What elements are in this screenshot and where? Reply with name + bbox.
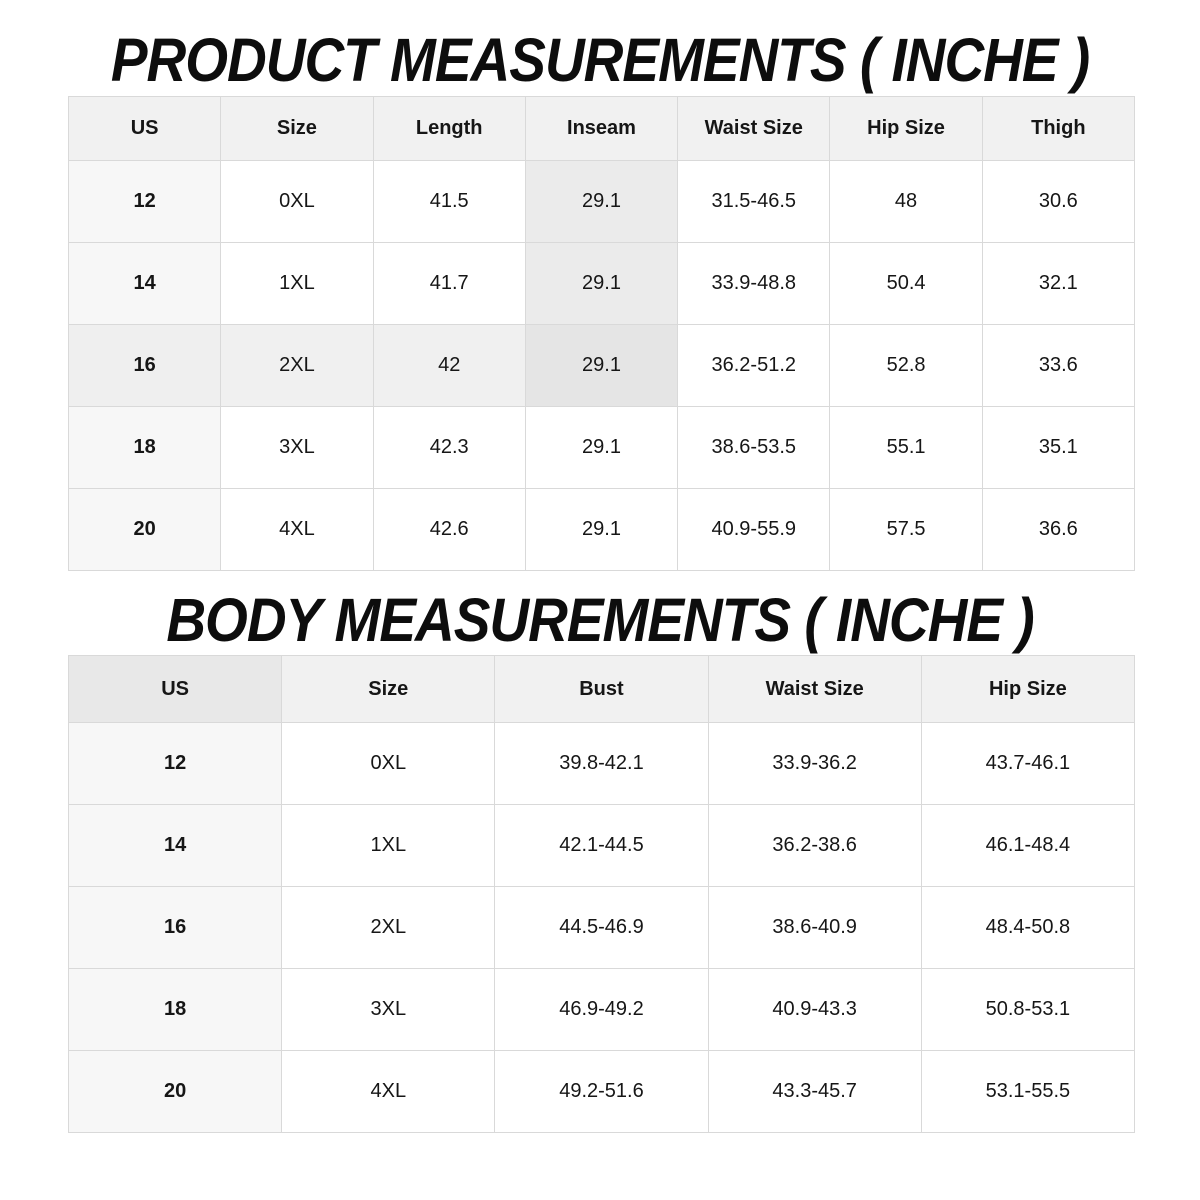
cell-us: 18 [69, 969, 282, 1051]
cell-us: 18 [69, 407, 221, 489]
cell-waist: 40.9-43.3 [708, 969, 921, 1051]
header-cell-inseam: Inseam [525, 97, 677, 161]
cell-hip: 53.1-55.5 [921, 1051, 1134, 1133]
cell-thigh: 33.6 [982, 325, 1134, 407]
table-row [69, 489, 1135, 571]
cell-size: 1XL [221, 243, 373, 325]
cell-hip: 52.8 [830, 325, 982, 407]
cell-us: 14 [69, 243, 221, 325]
cell-hip: 50.4 [830, 243, 982, 325]
cell-size: 4XL [221, 489, 373, 571]
cell-inseam: 29.1 [525, 407, 677, 489]
header-cell-bust: Bust [495, 656, 708, 723]
cell-size: 0XL [221, 161, 373, 243]
cell-thigh: 36.6 [982, 489, 1134, 571]
table-header-row [69, 656, 1135, 723]
cell-bust: 49.2-51.6 [495, 1051, 708, 1133]
cell-hip: 57.5 [830, 489, 982, 571]
cell-thigh: 35.1 [982, 407, 1134, 489]
cell-hip: 48 [830, 161, 982, 243]
body-table-header [69, 656, 1135, 723]
cell-bust: 44.5-46.9 [495, 887, 708, 969]
cell-length: 42 [373, 325, 525, 407]
header-cell-size: Size [221, 97, 373, 161]
cell-size: 2XL [221, 325, 373, 407]
cell-bust: 39.8-42.1 [495, 723, 708, 805]
cell-waist: 40.9-55.9 [678, 489, 830, 571]
cell-inseam: 29.1 [525, 243, 677, 325]
header-cell-waist: Waist Size [678, 97, 830, 161]
cell-waist: 31.5-46.5 [678, 161, 830, 243]
cell-size: 3XL [221, 407, 373, 489]
cell-us: 16 [69, 887, 282, 969]
cell-length: 42.3 [373, 407, 525, 489]
table-row [69, 805, 1135, 887]
header-cell-hip: Hip Size [830, 97, 982, 161]
header-cell-hip: Hip Size [921, 656, 1134, 723]
header-cell-thigh: Thigh [982, 97, 1134, 161]
cell-waist: 36.2-51.2 [678, 325, 830, 407]
body-measurements-table-wrap [68, 655, 1135, 1133]
header-cell-waist: Waist Size [708, 656, 921, 723]
cell-size: 4XL [282, 1051, 495, 1133]
table-header-row [69, 97, 1135, 161]
cell-waist: 43.3-45.7 [708, 1051, 921, 1133]
cell-thigh: 30.6 [982, 161, 1134, 243]
cell-size: 2XL [282, 887, 495, 969]
table-row [69, 161, 1135, 243]
table-row [69, 969, 1135, 1051]
cell-length: 41.5 [373, 161, 525, 243]
cell-size: 3XL [282, 969, 495, 1051]
cell-hip: 48.4-50.8 [921, 887, 1134, 969]
cell-length: 42.6 [373, 489, 525, 571]
header-cell-us: US [69, 97, 221, 161]
table-row [69, 243, 1135, 325]
table-row [69, 887, 1135, 969]
table-row [69, 407, 1135, 489]
header-cell-length: Length [373, 97, 525, 161]
cell-inseam: 29.1 [525, 325, 677, 407]
product-measurements-table-wrap [68, 96, 1135, 571]
body-measurements-table [68, 655, 1135, 1133]
cell-us: 12 [69, 161, 221, 243]
cell-waist: 36.2-38.6 [708, 805, 921, 887]
cell-waist: 33.9-36.2 [708, 723, 921, 805]
cell-hip: 50.8-53.1 [921, 969, 1134, 1051]
body-measurements-title: BODY MEASUREMENTS ( INCHE ) [166, 585, 1034, 655]
cell-bust: 46.9-49.2 [495, 969, 708, 1051]
cell-hip: 43.7-46.1 [921, 723, 1134, 805]
cell-us: 20 [69, 1051, 282, 1133]
table-row [69, 1051, 1135, 1133]
product-measurements-title: PRODUCT MEASUREMENTS ( INCHE ) [110, 25, 1090, 95]
cell-waist: 38.6-40.9 [708, 887, 921, 969]
cell-us: 20 [69, 489, 221, 571]
cell-waist: 33.9-48.8 [678, 243, 830, 325]
cell-waist: 38.6-53.5 [678, 407, 830, 489]
header-cell-size: Size [282, 656, 495, 723]
cell-bust: 42.1-44.5 [495, 805, 708, 887]
product-measurements-table [68, 96, 1135, 571]
product-table-header [69, 97, 1135, 161]
cell-size: 0XL [282, 723, 495, 805]
cell-size: 1XL [282, 805, 495, 887]
cell-us: 16 [69, 325, 221, 407]
table-row [69, 325, 1135, 407]
cell-us: 12 [69, 723, 282, 805]
table-row [69, 723, 1135, 805]
cell-hip: 46.1-48.4 [921, 805, 1134, 887]
cell-us: 14 [69, 805, 282, 887]
cell-thigh: 32.1 [982, 243, 1134, 325]
cell-hip: 55.1 [830, 407, 982, 489]
cell-inseam: 29.1 [525, 161, 677, 243]
cell-length: 41.7 [373, 243, 525, 325]
header-cell-us: US [69, 656, 282, 723]
cell-inseam: 29.1 [525, 489, 677, 571]
